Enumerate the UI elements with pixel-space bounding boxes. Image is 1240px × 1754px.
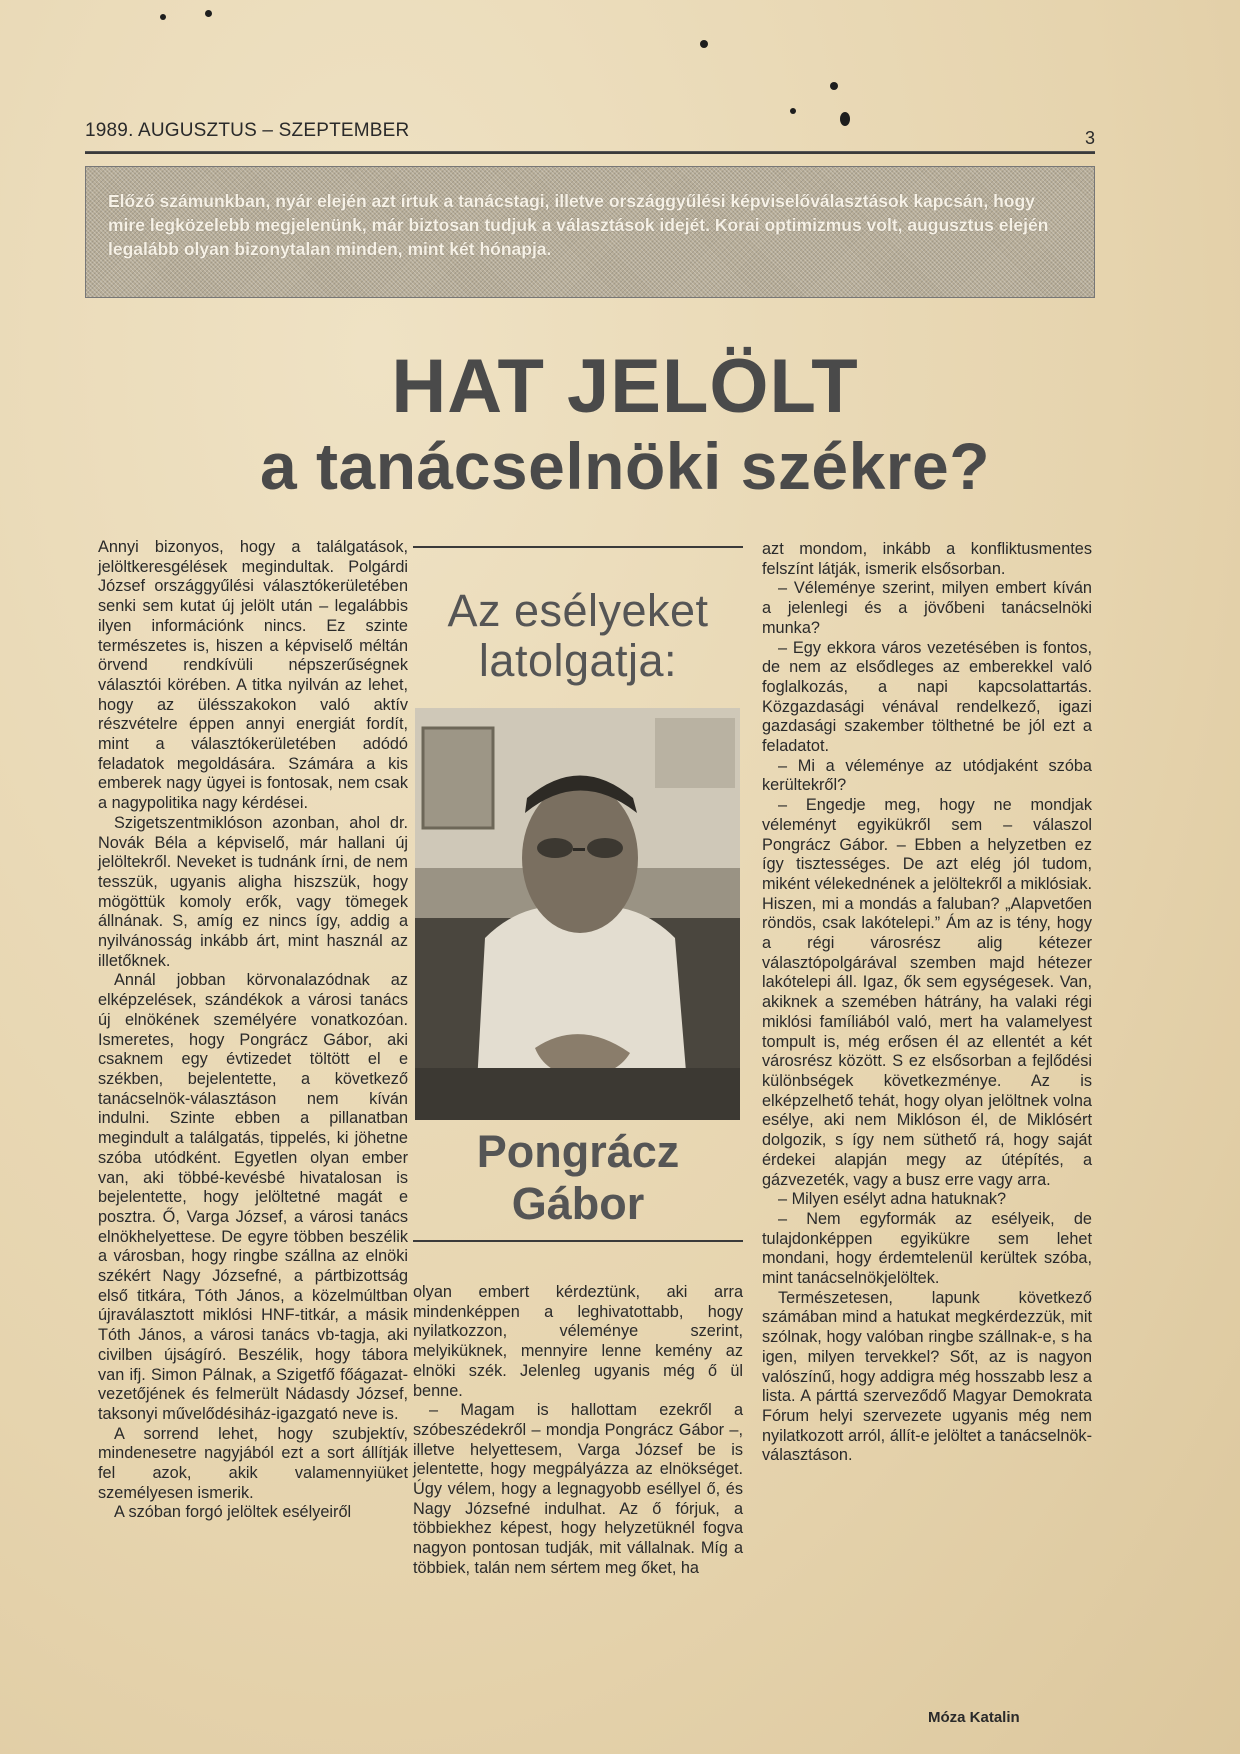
paragraph: – Egy ekkora város vezetésében is fontos, de nem az elsődleges az emberekkel való foglalkozás, a napi kapcsolattartás. Közgazdasági vénával rendelkező, igazi gazdasági szakember tölthetné be jól ezt a feladatot. [762, 638, 1092, 756]
article-column-2 [413, 1283, 743, 1579]
sidebar-title-line-1: Az esélyeket [447, 585, 709, 636]
article-column-3 [762, 540, 1092, 1466]
masthead [85, 118, 1095, 154]
paragraph: Annál jobban körvonalazódnak az elképzelések, szándékok a városi tanács új elnökének személyére vonatkozóan. Ismeretes, hogy Pongrácz Gábor, aki csaknem egy évtizedet töltött el e székben, bejelentette, a következő tanácselnök-választáson nem kíván indulni. Szinte ebben a pillanatban megindult a találgatás, tippelés, ki jöhetne szóba utódként. Egyetlen olyan ember van, aki többé-kevésbé hivatalosan is bejelentette, hogy jelöltetné magát e posztra. Ő, Varga József, a városi tanács elnökhelyettese. De egyre többen beszélik a városban, hogy ringbe szállna az elnöki székért Nagy Józsefné, a pártbizottság első titkára, Tóth János, a közelmúltban újraválasztott miklósi HNF-titkár, a másik Tóth János, a városi tanács vb-tagja, aki civilben újságíró. Beszélik, hogy tábora van ifj. Simon Pálnak, a Szigetfő főágazat-vezetőjének és felmerült Nádasdy József, taksonyi művelődésiház-igazgató neve is. [98, 971, 408, 1423]
article-column-1 [98, 538, 408, 1523]
headline-line-1: HAT JELÖLT [391, 344, 859, 429]
paragraph: azt mondom, inkább a konfliktusmentes felszínt látják, ismerik elsősorban. [762, 540, 1092, 578]
paragraph: – Milyen esélyt adna hatuknak? [778, 1190, 1007, 1209]
ink-stain [830, 82, 838, 90]
interviewee-name-line-2: Gábor [511, 1178, 645, 1229]
sidebar-bottom-rule [413, 1240, 743, 1242]
ink-stain [205, 10, 212, 17]
ink-stain [700, 40, 708, 48]
interviewee-name-line-1: Pongrácz [476, 1126, 680, 1177]
interviewee-name [413, 1126, 743, 1230]
paragraph: Természetesen, lapunk következő számában mind a hatukat megkérdezzük, mit szólnak, hogy valóban ringbe szállnak-e, s ha igen, milyen tervekkel? Sőt, az is nagyon valószínű, hogy addigra még hosszabb lesz a lista. A párttá szerveződő Magyar Demokrata Fórum helyi szervezete ugyanis még nem nyilatkozott arról, állít-e jelöltet a tanácselnök-választáson. [762, 1288, 1092, 1465]
paragraph: A sorrend lehet, hogy szubjektív, mindenesetre nagyjából ezt a sort állítják fel azok, akik valamennyiüket személyesen ismerik. [98, 1424, 408, 1502]
paragraph: A szóban forgó jelöltek esélyeiről [114, 1503, 352, 1522]
paragraph: – Véleménye szerint, milyen embert kíván a jelenlegi és a jövőbeni tanácselnöki munka? [762, 579, 1092, 637]
paragraph: Annyi bizonyos, hogy a találgatások, jelöltkeresgélések megindultak. Polgárdi József országgyűlési választókerületében senki sem kutat új jelölt után – legalábbis ilyen információnk nincs. Ez szinte természetes is, hiszen a képviselő méltán örvend rendkívüli népszerűségnek választói körében. A titka nyilván az lehet, hogy az ülésszakokon való aktív részvételre éppen annyi energiát fordít, mint a választókerületében adódó feladatok megoldására. Számára a kis emberek nagy ügyei is fontosak, nem csak a nagypolitika nagy kérdései. [98, 538, 408, 813]
masthead-rule [85, 151, 1095, 152]
ink-stain [790, 108, 796, 114]
paragraph: – Nem egyformák az esélyeik, de tulajdonképpen egyikükre sem lehet mondani, hogy érdemtelenül kerültek szóba, mint tanácselnökjelöltek. [762, 1209, 1092, 1288]
interview-sidebar [413, 546, 743, 1242]
ink-stain [160, 14, 166, 20]
paragraph: – Magam is hallottam ezekről a szóbeszédekről – mondja Pongrácz Gábor –, illetve helyettesem, Varga József be is jelentette, hogy megpályázza az elnökséget. Úgy vélem, hogy a legnagyobb eséllyel ő, és Nagy Józsefné indulhat. Az ő fórjuk, a többiekhez képest, hogy helyzetüknél fogva nagyon pontosan tudják, mit vállalnak. Míg a többiek, talán nem sértem meg őket, ha [413, 1401, 743, 1577]
headline-line-2: a tanácselnöki székre? [259, 429, 991, 503]
portrait-illustration [415, 708, 740, 1120]
sidebar-top-rule [413, 546, 743, 548]
paragraph: olyan embert kérdeztünk, aki arra mindenképpen a leghivatottabb, hogy nyilatkozzon, véleménye szerint, melyiküknek, mennyire lenne kemény az elnöki szék. Jelenleg ugyanis még ő ül benne. [413, 1283, 743, 1400]
sidebar-title [413, 586, 743, 686]
paragraph: – Mi a véleménye az utódjaként szóba kerültekről? [762, 756, 1092, 795]
sidebar-title-line-2: latolgatja: [478, 635, 678, 686]
intro-box: Előző számunkban, nyár elején azt írtuk a tanácstagi, illetve országgyűlési képviselőválasztások kapcsán, hogy mire legközelebb megjelenünk, már biztosan tudjuk a választások idejét. Korai optimizmus volt, augusztus elején legalább olyan bizonytalan minden, mint két hónapja. [85, 166, 1095, 298]
paragraph: Szigetszentmiklóson azonban, ahol dr. Novák Béla a képviselő, már hallani új jelöltekről. Neveket is tudnánk írni, de nem tesszük, ugyanis aligha hiszszük, hogy mögöttük komoly erők, vagy tömegek állnának. S, amíg ez nincs így, addig a nyilvánosság inkább árt, mint használ az illetőknek. [98, 813, 408, 970]
page-number: 3 [1084, 128, 1095, 148]
paragraph: – Engedje meg, hogy ne mondjak véleményt egyikükről sem – válaszol Pongrácz Gábor. – Ebben a helyzetben ez így tisztességes. De azt elég jól tudom, miként vélekednének a jelöltekről a miklósiak. Hiszen, mi a mondás a faluban? „Alapvetően röndös, csak lakótelepi.” Ám az is tény, hogy a régi városrész alig kétezer választópolgárával szemben majd hétezer lakótelepi áll. Igaz, ők sem egységesek. Van, akiknek a szemében hátrány, ha valaki régi miklósi famíliából való, mert ha valamelyest tompult is, még erősen él az ellentét a két városrész között. S ez elsősorban a fejlődési különbségek következménye. Az is elképzelhető tehát, hogy olyan jelöltnek volna esélye, aki nem Miklóson él, de Miklósért dolgozik, s így nem süthető rá, hogy saját érdekei alapján megy az útépítés, a gázvezeték, vagy a busz erre vagy arra. [762, 796, 1092, 1189]
portrait-photo [415, 708, 740, 1120]
headline [0, 345, 1240, 503]
byline: Móza Katalin [928, 1709, 1020, 1726]
issue-date: 1989. AUGUSZTUS – SZEPTEMBER [85, 120, 410, 141]
